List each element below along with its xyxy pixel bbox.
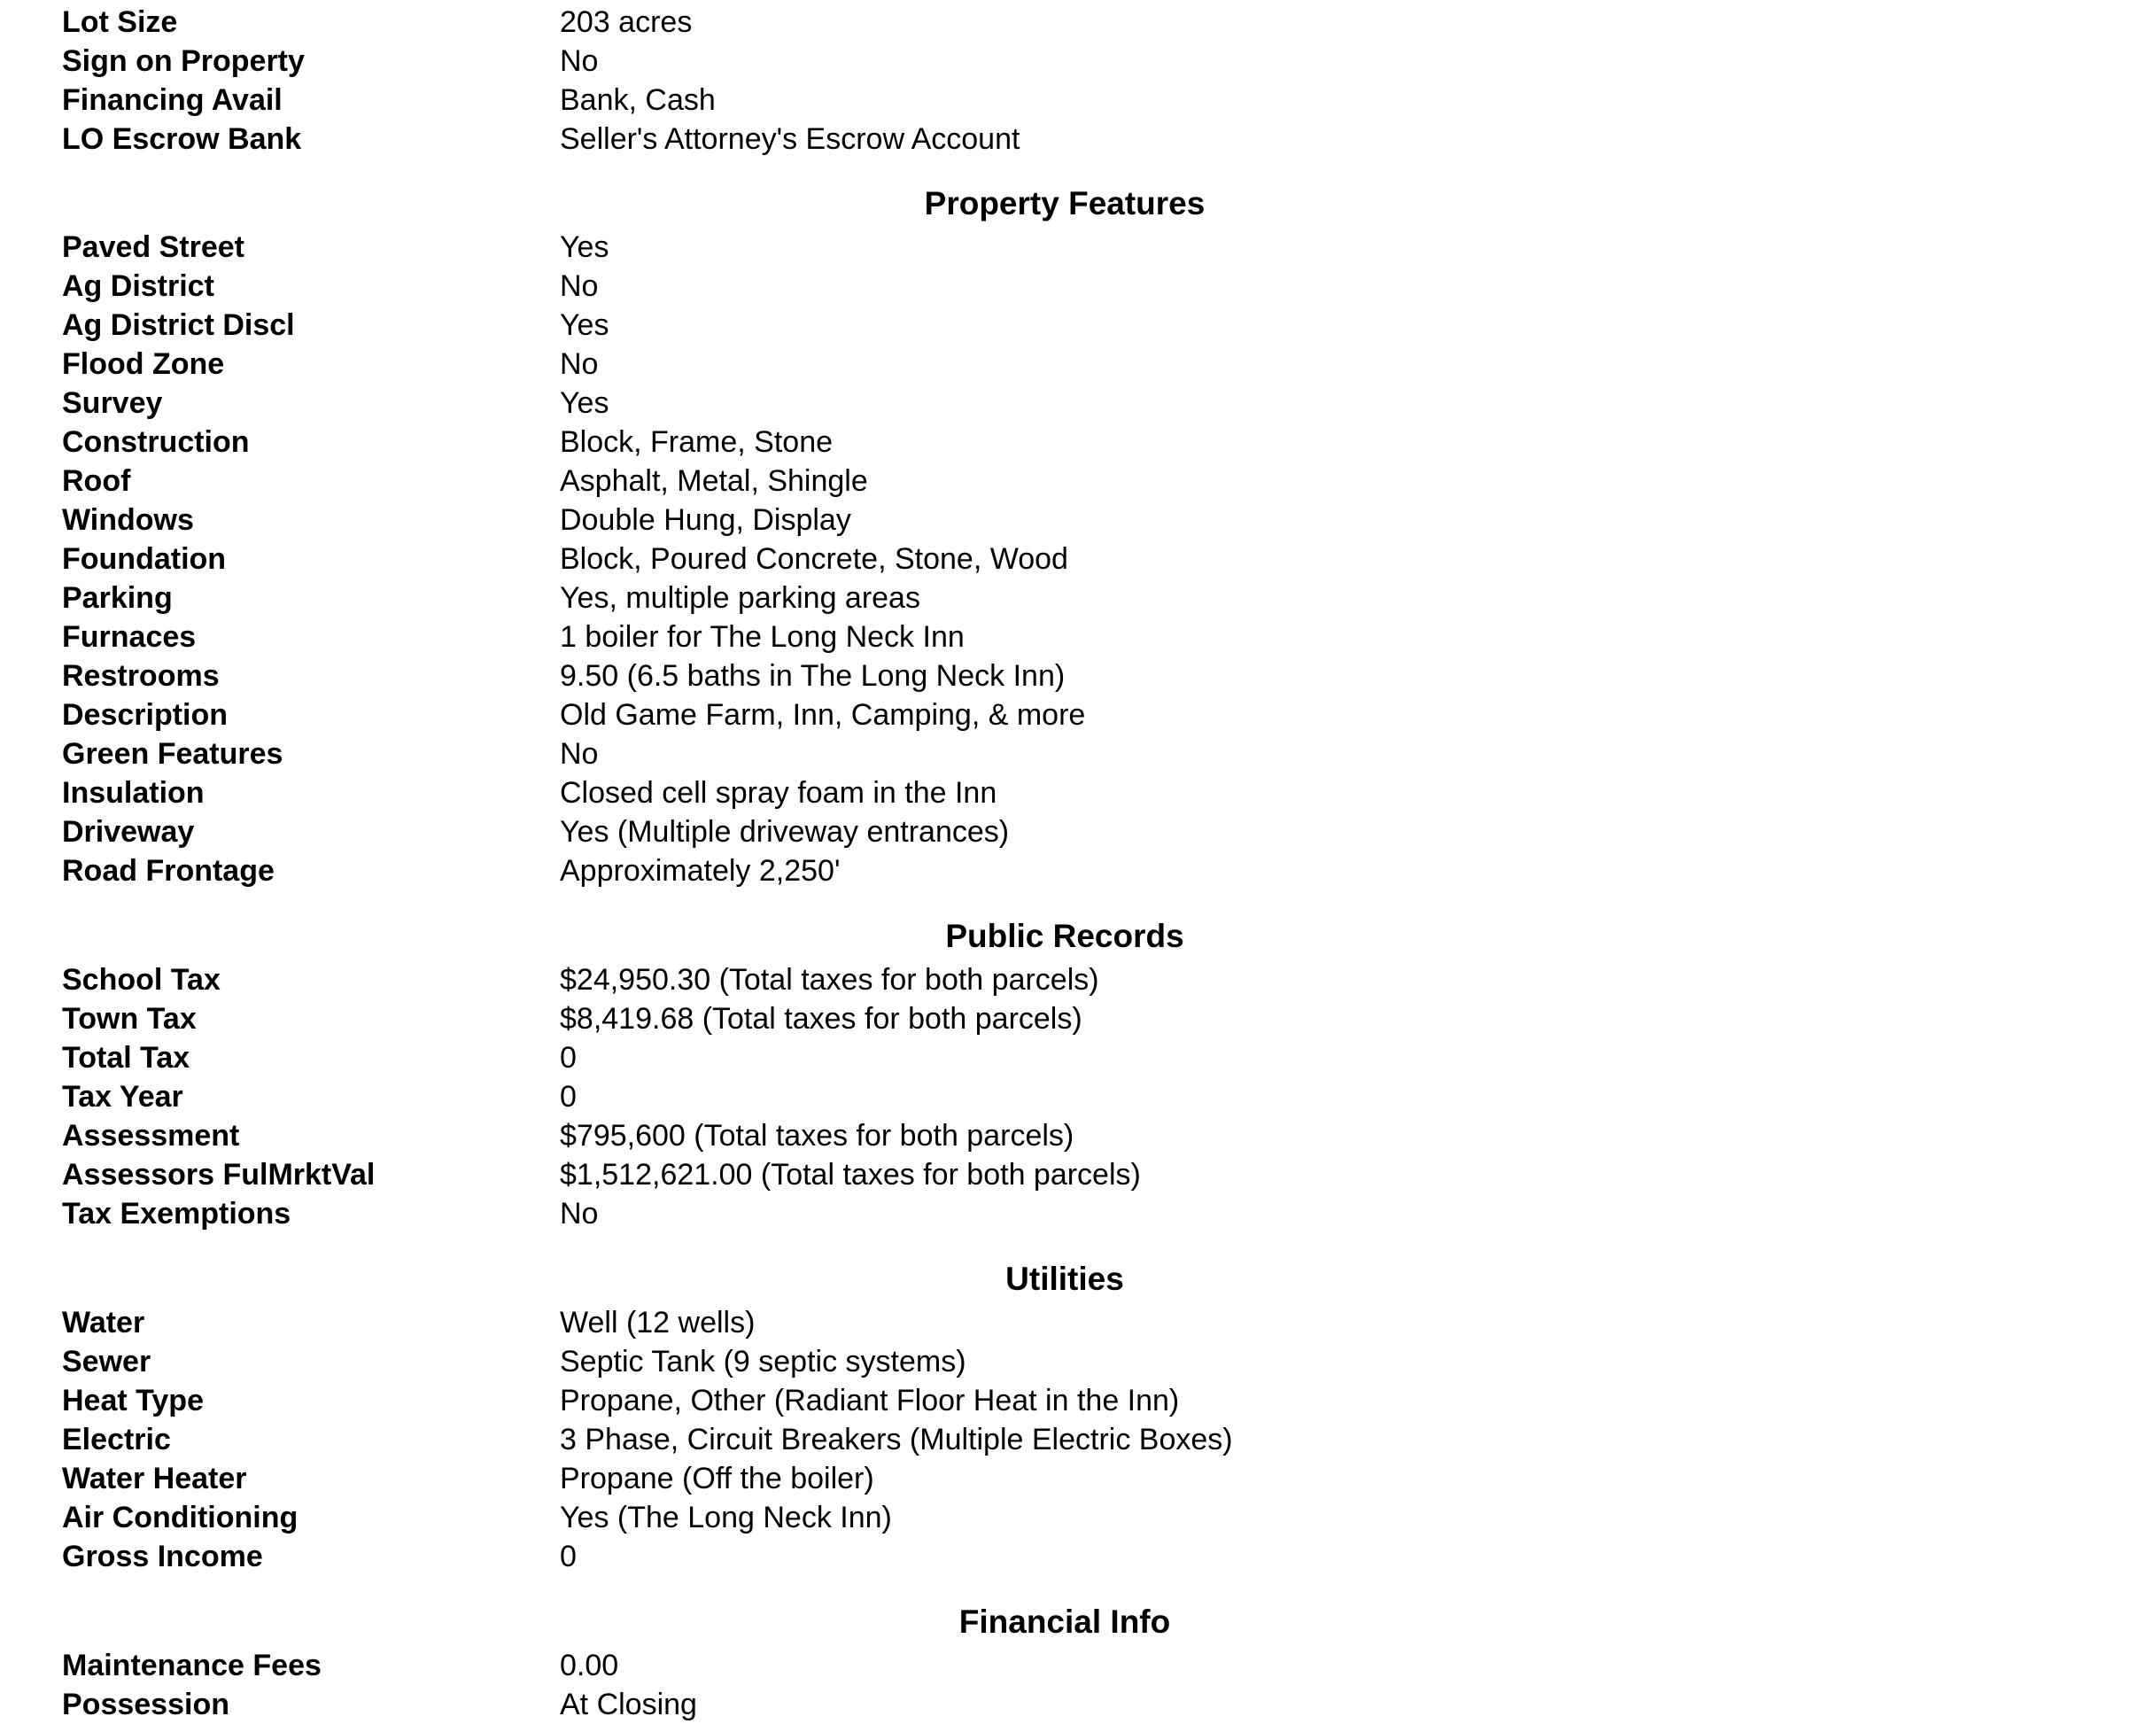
field-label: Air Conditioning [62, 1501, 299, 1534]
detail-row-construction [0, 423, 2156, 462]
detail-row-total-tax [0, 1038, 2156, 1077]
detail-row-restrooms [0, 656, 2156, 695]
field-label: Town Tax [62, 1002, 197, 1036]
field-value: Block, Frame, Stone [560, 425, 834, 459]
detail-row-survey [0, 384, 2156, 423]
detail-row-school-tax [0, 960, 2156, 999]
field-label: Flood Zone [62, 347, 225, 381]
field-label: Lot Size [62, 5, 178, 39]
field-value: At Closing [560, 1688, 697, 1721]
detail-row-lo-escrow-bank [0, 120, 2156, 159]
section-heading-public-records: Public Records [945, 918, 1184, 954]
field-label: Construction [62, 425, 250, 459]
detail-row-water-heater [0, 1459, 2156, 1498]
field-label: Possession [62, 1688, 229, 1721]
detail-row-air-conditioning [0, 1498, 2156, 1537]
field-value: Closed cell spray foam in the Inn [560, 776, 997, 810]
detail-row-financing-avail [0, 81, 2156, 120]
detail-row-maintenance-fees [0, 1646, 2156, 1685]
detail-row-windows [0, 501, 2156, 540]
detail-row-assessment [0, 1116, 2156, 1155]
detail-row-tax-year [0, 1077, 2156, 1116]
field-value: Bank, Cash [560, 83, 716, 117]
field-label: Ag District Discl [62, 308, 295, 342]
field-label: Paved Street [62, 230, 244, 264]
detail-row-heat-type [0, 1381, 2156, 1420]
field-value: Seller's Attorney's Escrow Account [560, 122, 1020, 156]
field-value: Block, Poured Concrete, Stone, Wood [560, 542, 1068, 576]
detail-row-flood-zone [0, 345, 2156, 384]
section-heading-financial-info: Financial Info [958, 1604, 1171, 1640]
field-value: 0 [560, 1540, 577, 1573]
field-value: $795,600 (Total taxes for both parcels) [560, 1119, 1074, 1153]
section-heading-utilities: Utilities [1005, 1261, 1124, 1297]
field-label: Foundation [62, 542, 227, 576]
field-value: 1 boiler for The Long Neck Inn [560, 620, 965, 654]
detail-row-sign-on-property [0, 42, 2156, 81]
detail-row-paved-street [0, 228, 2156, 267]
field-value: Yes [560, 308, 609, 342]
field-label: Gross Income [62, 1540, 263, 1573]
detail-row-electric [0, 1420, 2156, 1459]
field-label: Water Heater [62, 1462, 247, 1495]
field-value: 0 [560, 1041, 577, 1075]
field-value: Yes [560, 386, 609, 420]
detail-row-gross-income [0, 1537, 2156, 1576]
detail-row-roof [0, 462, 2156, 501]
detail-row-possession [0, 1685, 2156, 1724]
field-value: 3 Phase, Circuit Breakers (Multiple Electric Boxes) [560, 1423, 1233, 1456]
section-heading-property-features: Property Features [924, 185, 1206, 221]
field-label: LO Escrow Bank [62, 122, 302, 156]
field-label: Sign on Property [62, 44, 305, 78]
field-label: Driveway [62, 815, 195, 849]
detail-row-furnaces [0, 617, 2156, 656]
field-value: Yes (The Long Neck Inn) [560, 1501, 892, 1534]
detail-row-driveway [0, 812, 2156, 851]
field-label: Insulation [62, 776, 205, 810]
field-value: Yes (Multiple driveway entrances) [560, 815, 1010, 849]
field-value: Well (12 wells) [560, 1306, 756, 1340]
field-value: 203 acres [560, 5, 693, 39]
detail-row-ag-district-discl [0, 306, 2156, 345]
detail-row-tax-exemptions [0, 1194, 2156, 1233]
field-label: Sewer [62, 1345, 151, 1378]
field-label: Green Features [62, 737, 283, 771]
field-label: Water [62, 1306, 145, 1340]
field-value: Double Hung, Display [560, 503, 851, 537]
field-label: Tax Year [62, 1080, 183, 1114]
detail-row-insulation [0, 773, 2156, 812]
field-label: Assessors FulMrktVal [62, 1158, 376, 1192]
field-label: Restrooms [62, 659, 220, 693]
field-label: Heat Type [62, 1384, 204, 1417]
field-label: Furnaces [62, 620, 197, 654]
field-label: Assessment [62, 1119, 240, 1153]
detail-row-town-tax [0, 999, 2156, 1038]
field-value: 0.00 [560, 1649, 619, 1682]
field-value: Propane, Other (Radiant Floor Heat in the Inn) [560, 1384, 1180, 1417]
field-value: Yes, multiple parking areas [560, 581, 920, 615]
field-label: Road Frontage [62, 854, 275, 888]
field-value: No [560, 269, 599, 303]
field-value: Septic Tank (9 septic systems) [560, 1345, 966, 1378]
field-value: $8,419.68 (Total taxes for both parcels) [560, 1002, 1082, 1036]
field-value: 0 [560, 1080, 577, 1114]
detail-row-assessors-fulmrktval [0, 1155, 2156, 1194]
detail-row-parking [0, 579, 2156, 617]
field-value: Approximately 2,250' [560, 854, 841, 888]
field-value: $24,950.30 (Total taxes for both parcels) [560, 963, 1099, 997]
field-value: No [560, 44, 599, 78]
field-value: Old Game Farm, Inn, Camping, & more [560, 698, 1086, 732]
field-label: Windows [62, 503, 194, 537]
field-value: No [560, 1197, 599, 1231]
field-label: Ag District [62, 269, 214, 303]
detail-row-sewer [0, 1342, 2156, 1381]
field-label: Survey [62, 386, 163, 420]
field-value: No [560, 737, 599, 771]
field-label: Parking [62, 581, 173, 615]
field-label: Maintenance Fees [62, 1649, 322, 1682]
detail-row-description [0, 695, 2156, 734]
field-value: $1,512,621.00 (Total taxes for both parcels) [560, 1158, 1141, 1192]
field-label: Financing Avail [62, 83, 283, 117]
field-value: No [560, 347, 599, 381]
detail-row-ag-district [0, 267, 2156, 306]
detail-row-road-frontage [0, 851, 2156, 890]
field-label: Description [62, 698, 229, 732]
field-label: Tax Exemptions [62, 1197, 291, 1231]
detail-row-green-features [0, 734, 2156, 773]
detail-row-foundation [0, 540, 2156, 579]
field-label: Total Tax [62, 1041, 190, 1075]
field-value: Asphalt, Metal, Shingle [560, 464, 868, 498]
detail-row-water [0, 1303, 2156, 1342]
field-label: Electric [62, 1423, 171, 1456]
field-value: Yes [560, 230, 609, 264]
field-label: School Tax [62, 963, 221, 997]
detail-row-lot-size [0, 3, 2156, 42]
field-label: Roof [62, 464, 131, 498]
field-value: 9.50 (6.5 baths in The Long Neck Inn) [560, 659, 1066, 693]
field-value: Propane (Off the boiler) [560, 1462, 874, 1495]
